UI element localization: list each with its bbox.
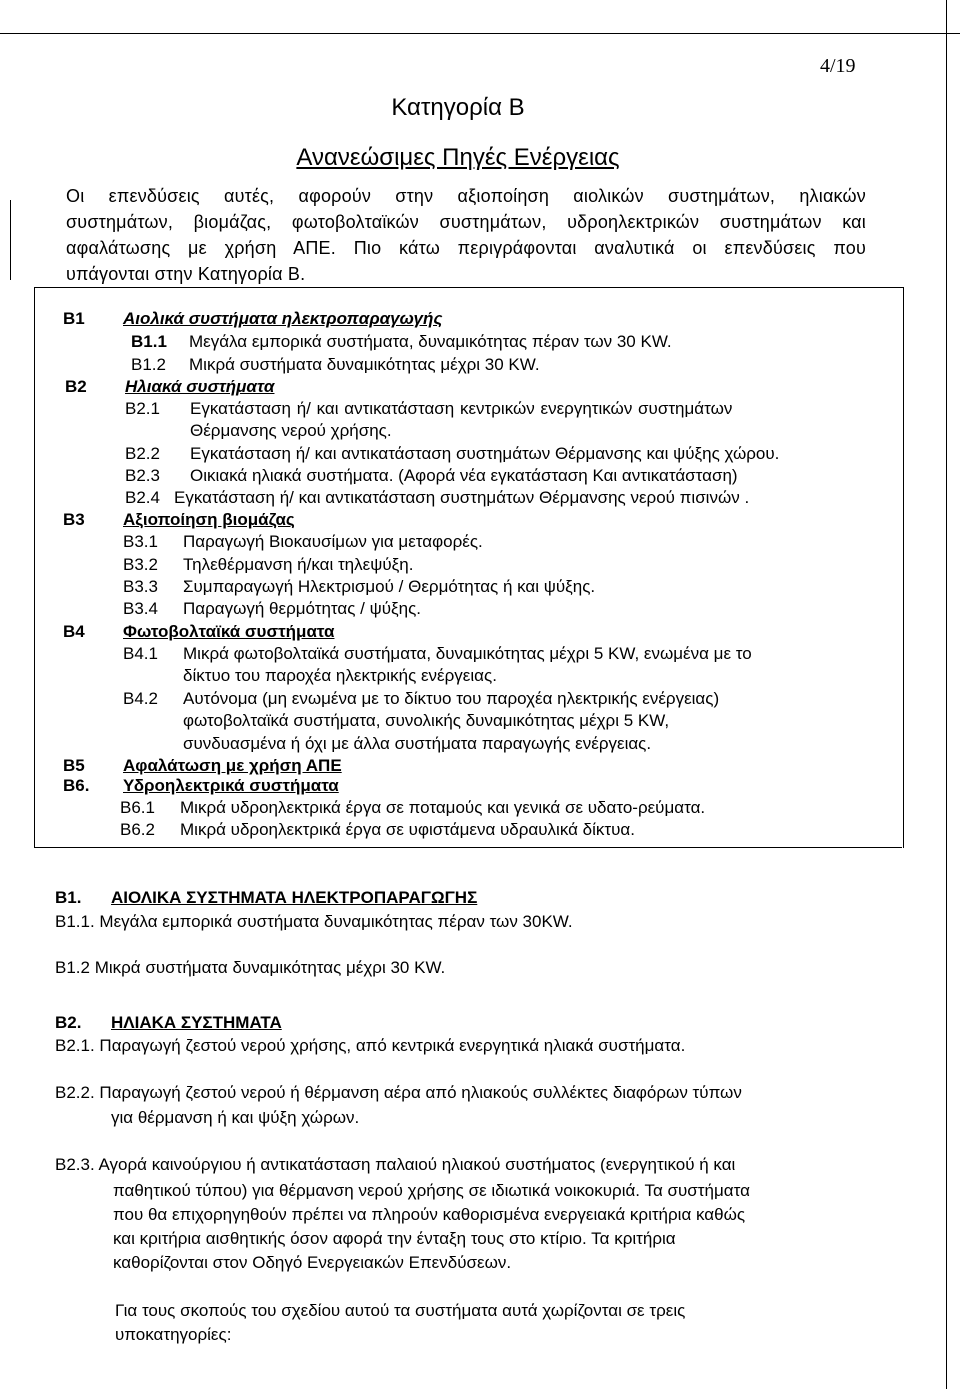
right-border-rule [946,0,947,1389]
b4-1-code: Β4.1 [123,644,158,663]
b6-2-code: Β6.2 [120,820,155,839]
b1-1-text: Μεγάλα εμπορικά συστήματα, δυναμικότητας πέραν των 30 KW. [189,332,672,351]
section-b2-3-cont: που θα επιχορηγηθούν πρέπει να πληρούν καθορισμένα ενεργειακά κριτήρια καθώς [113,1205,746,1224]
b1-1-code: Β1.1 [131,332,167,351]
b4-1-text: Μικρά φωτοβολταϊκά συστήματα, δυναμικότητας μέχρι 5 KW, ενωμένα με το [183,644,752,663]
b2-4-text: Εγκατάσταση ή/ και αντικατάσταση συστημάτων Θέρμανσης νερού πισινών . [174,488,750,507]
section-b1-2: Β1.2 Μικρά συστήματα δυναμικότητας μέχρι 30 KW. [55,958,446,977]
b6-title: Υδροηλεκτρικά συστήματα [123,776,339,795]
b5-title: Αφαλάτωση με χρήση ΑΠΕ [123,756,342,775]
b2-3-code: Β2.3 [125,466,160,485]
intro-line: υπάγονται στην Κατηγορία Β. [66,264,306,284]
b3-1-text: Παραγωγή Βιοκαυσίμων για μεταφορές. [183,532,483,551]
final-paragraph-line: υποκατηγορίες: [115,1325,232,1344]
section-b1-code: Β1. [55,888,82,907]
b2-4-code: Β2.4 [125,488,160,507]
final-paragraph-line: Για τους σκοπούς του σχεδίου αυτού τα συστήματα αυτά χωρίζονται σε τρεις [115,1301,686,1320]
intro-line: συστημάτων, βιομάζας, φωτοβολταϊκών συστημάτων, υδροηλεκτρικών συστημάτων και [66,212,866,232]
section-b1-1: Β1.1. Μεγάλα εμπορικά συστήματα δυναμικότητας πέραν των 30KW. [55,912,573,931]
b4-2-text-cont2: συνδυασμένα ή όχι με άλλα συστήματα παραγωγής ενέργειας. [183,734,652,753]
b4-2-text: Αυτόνομα (μη ενωμένα με το δίκτυο του παροχέα ηλεκτρικής ενέργειας) [183,689,720,708]
b3-4-code: Β3.4 [123,599,158,618]
b1-2-code: Β1.2 [131,355,166,374]
b3-2-text: Τηλεθέρμανση ή/και τηλεψύξη. [183,555,414,574]
b4-title: Φωτοβολταϊκά συστήματα [123,622,335,641]
section-b2-3-cont: και κριτήρια αισθητικής όσον αφορά την ένταξη τους στο κτίριο. Τα κριτήρια [113,1229,676,1248]
top-border-rule [0,33,960,34]
b6-1-text: Μικρά υδροηλεκτρικά έργα σε ποταμούς και γενικά σε υδατο-ρεύματα. [180,798,706,817]
section-b2-3-cont: παθητικού τύπου) για θέρμανση νερού χρήσης σε ιδιωτικά νοικοκυριά. Τα συστήματα [113,1181,750,1200]
section-b2-2-cont: για θέρμανση ή και ψύξη χώρων. [111,1108,360,1127]
b6-1-code: Β6.1 [120,798,155,817]
b3-4-text: Παραγωγή θερμότητας / ψύξης. [183,599,421,618]
b2-2-code: Β2.2 [125,444,160,463]
b1-title: Αιολικά συστήματα ηλεκτροπαραγωγής [123,309,443,328]
b3-code: Β3 [63,510,85,529]
section-b2-3-cont: καθορίζονται στον Οδηγό Ενεργειακών Επενδύσεων. [113,1253,512,1272]
section-b2-heading: ΗΛΙΑΚΑ ΣΥΣΤΗΜΑΤΑ [111,1013,282,1032]
b1-2-text: Μικρά συστήματα δυναμικότητας μέχρι 30 KW. [189,355,540,374]
b3-1-code: Β3.1 [123,532,158,551]
b2-1-code: Β2.1 [125,399,160,418]
b2-1-text-cont: Θέρμανσης νερού χρήσης. [190,421,392,440]
intro-line: Οι επενδύσεις αυτές, αφορούν στην αξιοποίηση αιολικών συστημάτων, ηλιακών [66,186,866,206]
b2-title: Ηλιακά συστήματα [125,377,275,396]
intro-paragraph [66,183,866,287]
b6-code: Β6. [63,776,90,795]
b2-2-text: Εγκατάσταση ή/ και αντικατάσταση συστημάτων Θέρμανσης και ψύξης χώρου. [190,444,780,463]
b3-title: Αξιοποίηση βιομάζας [123,510,295,529]
section-b2-3: Β2.3. Αγορά καινούργιου ή αντικατάσταση παλαιού ηλιακού συστήματος (ενεργητικού ή και [55,1155,736,1174]
b4-2-text-cont: φωτοβολταϊκά συστήματα, συνολικής δυναμικότητας μέχρι 5 KW, [183,711,670,730]
b3-3-code: Β3.3 [123,577,158,596]
b2-code: Β2 [65,377,87,396]
b2-3-text: Οικιακά ηλιακά συστήματα. (Αφορά νέα εγκατάσταση Και αντικατάσταση) [190,466,738,485]
b5-code: Β5 [63,756,85,775]
b6-2-text: Μικρά υδροηλεκτρικά έργα σε υφιστάμενα υδραυλικά δίκτυα. [180,820,635,839]
b2-1-text: Εγκατάσταση ή/ και αντικατάσταση κεντρικών ενεργητικών συστημάτων [190,399,733,418]
page-subtitle: Ανανεώσιμες Πηγές Ενέργειας [296,144,620,171]
b4-code: Β4 [63,622,85,641]
section-b1-heading: ΑΙΟΛΙΚΑ ΣΥΣΤΗΜΑΤΑ ΗΛΕΚΤΡΟΠΑΡΑΓΩΓΗΣ [111,888,478,907]
category-box-bottom [34,847,902,848]
section-b2-2: Β2.2. Παραγωγή ζεστού νερού ή θέρμανση αέρα από ηλιακούς συλλέκτες διαφόρων τύπων [55,1083,742,1102]
left-margin-rule [10,200,11,280]
b4-2-code: Β4.2 [123,689,158,708]
b3-3-text: Συμπαραγωγή Ηλεκτρισμού / Θερμότητας ή και ψύξης. [183,577,596,596]
b3-2-code: Β3.2 [123,555,158,574]
b1-code: Β1 [63,309,85,328]
page-title: Κατηγορία Β [391,94,525,121]
section-b2-code: Β2. [55,1013,82,1032]
section-b2-1: Β2.1. Παραγωγή ζεστού νερού χρήσης, από κεντρικά ενεργητικά ηλιακά συστήματα. [55,1036,686,1055]
intro-line: αφαλάτωσης με χρήση ΑΠΕ. Πιο κάτω περιγράφονται αναλυτικά οι επενδύσεις που [66,238,866,258]
b4-1-text-cont: δίκτυο του παροχέα ηλεκτρικής ενέργειας. [183,666,497,685]
page-number: 4/19 [820,55,856,77]
